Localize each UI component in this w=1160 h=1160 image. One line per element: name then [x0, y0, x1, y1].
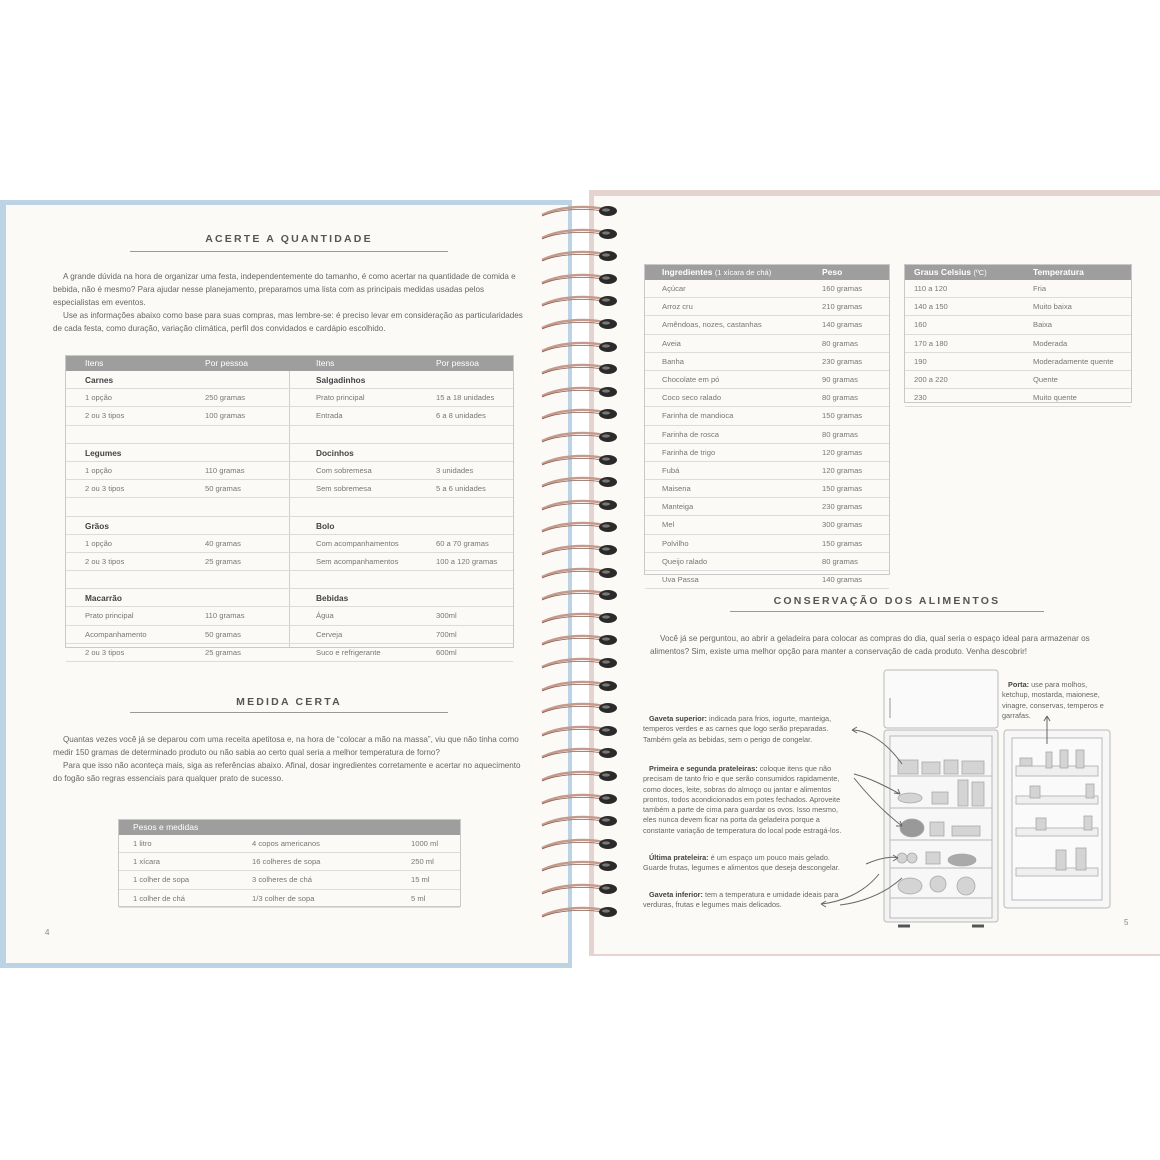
- table-row: [66, 535, 513, 553]
- table-row: [645, 316, 889, 334]
- table-row: [905, 280, 1131, 298]
- table-cell: 16 colheres de sopa: [252, 857, 321, 867]
- spiral-ring: [538, 567, 628, 581]
- col-header: Itens: [85, 358, 104, 368]
- conservation-text: [650, 632, 1128, 658]
- table-cell: 80 gramas: [822, 429, 858, 439]
- page-number-right: 5: [1124, 918, 1129, 927]
- table-row: [645, 535, 889, 553]
- temperature-table: [904, 264, 1132, 403]
- spiral-ring: [538, 634, 628, 648]
- table-row: [645, 480, 889, 498]
- table-row: [645, 298, 889, 316]
- measure-paragraph-1: Quantas vezes você já se deparou com uma receita apetitosa e, na hora de “colocar a mão na massa”, viu que não tinha como medir 150 gramas de determinado produto ou não sabia ao certo qual seria a melhor temperatura de forno?: [53, 735, 519, 757]
- intro-text: [53, 270, 529, 335]
- table-cell: 150 gramas: [822, 411, 863, 421]
- table-cell: 2 ou 3 tipos: [85, 411, 125, 421]
- table-row: [645, 371, 889, 389]
- table-cell: Uva Passa: [662, 575, 699, 584]
- table-cell: Muito baixa: [1033, 302, 1072, 312]
- table-cell: 3 unidades: [436, 465, 474, 475]
- heading-acerte-quantidade: ACERTE A QUANTIDADE: [130, 233, 448, 245]
- table-cell: 80 gramas: [822, 338, 858, 348]
- ingredients-header-note: (1 xícara de chá): [714, 268, 772, 277]
- weights-table-header: [119, 820, 460, 835]
- label-bottom-drawer: Gaveta inferior: tem a temperatura e umidade ideais para verduras, frutas e legumes mais delicados.: [643, 890, 839, 910]
- label-door: Porta: use para molhos, ketchup, mostarda, maionese, vinagre, conservas, temperos e garrafas.: [1002, 680, 1104, 720]
- table-cell: 1000 ml: [411, 839, 439, 848]
- table-cell: 2 ou 3 tipos: [85, 647, 125, 657]
- spiral-ring: [538, 205, 628, 219]
- table-cell: Muito quente: [1033, 393, 1077, 403]
- intro-paragraph-1: A grande dúvida na hora de organizar uma festa, independentemente do tamanho, é como acertar na quantidade de comida e bebida, não é mesmo? Para ajudar nesse planejamento, preparamos uma lista com as principais medidas usadas pelos especialistas em eventos.: [53, 272, 516, 307]
- table-cell: 230 gramas: [822, 502, 863, 512]
- table-cell: Suco e refrigerante: [316, 647, 381, 657]
- table-cell: Carnes: [85, 375, 114, 385]
- table-row: [645, 444, 889, 462]
- table-row: [645, 280, 889, 298]
- table-row: [905, 335, 1131, 353]
- table-cell: Com sobremesa: [316, 465, 372, 475]
- label-last-shelf: Última prateleira: é um espaço um pouco mais gelado. Guarde frutas, legumes e alimentos que deseja descongelar.: [643, 853, 840, 873]
- col-header: Por pessoa: [205, 358, 248, 368]
- table-cell: 300 gramas: [822, 520, 863, 530]
- table-cell: Banha: [662, 356, 684, 366]
- table-row: [66, 626, 513, 644]
- table-cell: Aveia: [662, 338, 681, 348]
- table-cell: 1 litro: [133, 839, 152, 848]
- table-cell: Macarrão: [85, 593, 122, 604]
- table-cell: Manteiga: [662, 502, 694, 512]
- table-cell: 15 a 18 unidades: [436, 393, 495, 403]
- table-cell: Queijo ralado: [662, 556, 708, 566]
- table-cell: Maisena: [662, 484, 691, 494]
- table-cell: 140 a 150: [914, 302, 948, 312]
- intro-paragraph-2: Use as informações abaixo como base para suas compras, mas lembre-se: é preciso levar em consideração as particularidades de cada festa, como duração, variação climática, perfil dos convidados e cardápio escolhido.: [53, 311, 523, 333]
- table-cell: 2 ou 3 tipos: [85, 556, 125, 566]
- table-row: [66, 607, 513, 625]
- table-cell: 120 gramas: [822, 465, 863, 475]
- table-row: [119, 835, 460, 853]
- conservation-paragraph: Você já se perguntou, ao abrir a geladeira para colocar as compras do dia, qual seria o espaço ideal para armazenar os alimentos? Sim, existe uma melhor opção para manter a conservação de cada produto. Venha descobrir!: [650, 634, 1090, 656]
- table-cell: 110 a 120: [914, 284, 948, 293]
- spiral-ring: [538, 702, 628, 716]
- table-cell: Quente: [1033, 374, 1058, 384]
- page-number-left: 4: [45, 928, 50, 937]
- table-row: [66, 462, 513, 480]
- spiral-ring: [538, 612, 628, 626]
- table-row: [645, 426, 889, 444]
- spiral-ring: [538, 431, 628, 445]
- spiral-ring: [538, 589, 628, 603]
- table-cell: Coco seco ralado: [662, 393, 722, 403]
- table-cell: Arroz cru: [662, 302, 693, 312]
- table-cell: 4 copos americanos: [252, 839, 320, 848]
- spiral-ring: [538, 499, 628, 513]
- table-row: [645, 462, 889, 480]
- table-cell: 1 opção: [85, 465, 113, 475]
- table-cell: Grãos: [85, 520, 109, 531]
- table-row: [66, 444, 513, 462]
- table-cell: Açúcar: [662, 284, 686, 293]
- table-cell: Sem sobremesa: [316, 484, 372, 494]
- table-cell: Prato principal: [316, 393, 365, 403]
- table-cell: 1 opção: [85, 538, 113, 548]
- table-cell: 80 gramas: [822, 393, 858, 403]
- table-cell: 150 gramas: [822, 538, 863, 548]
- table-cell: 140 gramas: [822, 320, 863, 330]
- table-cell: 90 gramas: [822, 374, 858, 384]
- table-cell: 1 xícara: [133, 857, 161, 867]
- spiral-ring: [538, 883, 628, 897]
- table-cell: 230 gramas: [822, 356, 863, 366]
- measure-text: [53, 733, 529, 785]
- spiral-ring: [538, 228, 628, 242]
- spiral-ring: [538, 725, 628, 739]
- table-cell: 210 gramas: [822, 302, 863, 312]
- spiral-ring: [538, 476, 628, 490]
- table-row: [905, 389, 1131, 407]
- table-cell: Moderadamente quente: [1033, 356, 1114, 366]
- table-row: [905, 298, 1131, 316]
- spiral-ring: [538, 860, 628, 874]
- table-cell: Mel: [662, 520, 675, 530]
- table-row: [66, 553, 513, 571]
- table-cell: 80 gramas: [822, 556, 858, 566]
- spiral-ring: [538, 318, 628, 332]
- table-cell: Amêndoas, nozes, castanhas: [662, 320, 762, 330]
- table-cell: 190: [914, 356, 927, 366]
- ingredients-table-header: [645, 265, 889, 280]
- spiral-ring: [538, 521, 628, 535]
- table-cell: 6 a 8 unidades: [436, 411, 486, 421]
- table-cell: 15 ml: [411, 875, 430, 885]
- spiral-ring: [538, 747, 628, 761]
- table-cell: 50 gramas: [205, 484, 241, 494]
- spiral-ring: [538, 815, 628, 829]
- table-cell: Bebidas: [316, 593, 349, 604]
- spiral-ring: [538, 906, 628, 920]
- table-row: [119, 890, 460, 908]
- table-cell: 150 gramas: [822, 484, 863, 494]
- table-row: [645, 353, 889, 371]
- spiral-ring: [538, 544, 628, 558]
- col-header: Por pessoa: [436, 358, 479, 368]
- table-cell: 100 gramas: [205, 411, 246, 421]
- table-row: [119, 853, 460, 871]
- table-cell: 250 ml: [411, 857, 434, 867]
- spiral-ring: [538, 770, 628, 784]
- weights-table: [118, 819, 461, 907]
- table-row: [66, 589, 513, 607]
- table-cell: 1 opção: [85, 393, 113, 403]
- ingredients-table: [644, 264, 890, 584]
- weight-header: Peso: [822, 267, 843, 277]
- table-row: [119, 871, 460, 889]
- table-cell: 160 gramas: [822, 284, 863, 293]
- table-cell: 600ml: [436, 647, 457, 657]
- spiral-ring: [538, 657, 628, 671]
- table-row: [66, 498, 513, 516]
- table-cell: Moderada: [1033, 338, 1068, 348]
- table-cell: 5 a 6 unidades: [436, 484, 486, 494]
- quantity-table-header: [66, 356, 513, 371]
- table-cell: 700ml: [436, 629, 457, 639]
- table-cell: 1/3 colher de sopa: [252, 893, 315, 903]
- col-header: Itens: [316, 358, 335, 368]
- table-cell: 50 gramas: [205, 629, 241, 639]
- table-cell: 1 colher de chá: [133, 893, 185, 903]
- table-row: [645, 516, 889, 534]
- spiral-ring: [538, 363, 628, 377]
- table-row: [905, 353, 1131, 371]
- table-row: [645, 498, 889, 516]
- table-row: [66, 644, 513, 662]
- table-cell: Farinha de mandioca: [662, 411, 734, 421]
- table-cell: 3 colheres de chá: [252, 875, 312, 885]
- table-cell: Entrada: [316, 411, 343, 421]
- table-row: [645, 553, 889, 571]
- table-cell: Cerveja: [316, 629, 343, 639]
- spiral-ring: [538, 273, 628, 287]
- heading-conservacao: CONSERVAÇÃO DOS ALIMENTOS: [730, 595, 1044, 607]
- temperature-header: Temperatura: [1033, 267, 1084, 277]
- quantity-table: [65, 355, 514, 657]
- spiral-ring: [538, 386, 628, 400]
- table-row: [645, 389, 889, 407]
- table-cell: Bolo: [316, 520, 335, 531]
- table-row: [66, 389, 513, 407]
- table-cell: Baixa: [1033, 320, 1052, 330]
- table-row: [66, 371, 513, 389]
- table-cell: Farinha de rosca: [662, 429, 719, 439]
- table-cell: 40 gramas: [205, 538, 241, 548]
- measure-paragraph-2: Para que isso não aconteça mais, siga as referências abaixo. Afinal, dosar ingredientes corretamente e acertar no aquecimento do fogão são regras essenciais para qualquer prato de sucesso.: [53, 761, 521, 783]
- ingredients-header: Ingredientes (1 xícara de chá): [662, 267, 772, 277]
- table-row: [645, 571, 889, 589]
- table-row: [66, 407, 513, 425]
- spiral-ring: [538, 680, 628, 694]
- spiral-ring: [538, 295, 628, 309]
- table-row: [66, 426, 513, 444]
- table-cell: 160: [914, 320, 927, 330]
- table-cell: 25 gramas: [205, 647, 241, 657]
- table-cell: Legumes: [85, 447, 122, 458]
- table-cell: 120 gramas: [822, 447, 863, 457]
- spiral-ring: [538, 454, 628, 468]
- spiral-ring: [538, 341, 628, 355]
- celsius-header-note: (ºC): [973, 268, 987, 277]
- table-row: [645, 407, 889, 425]
- table-cell: Fria: [1033, 284, 1047, 293]
- bottom-drawer-arrow: [815, 870, 885, 910]
- table-cell: Acompanhamento: [85, 629, 147, 639]
- table-cell: 5 ml: [411, 893, 426, 903]
- table-cell: 60 a 70 gramas: [436, 538, 489, 548]
- spiral-ring: [538, 793, 628, 807]
- table-cell: 1 colher de sopa: [133, 875, 190, 885]
- spiral-ring: [538, 250, 628, 264]
- table-cell: Farinha de trigo: [662, 447, 716, 457]
- table-cell: Docinhos: [316, 447, 354, 458]
- table-row: [66, 480, 513, 498]
- spiral-ring: [538, 838, 628, 852]
- table-cell: 200 a 220: [914, 374, 948, 384]
- table-row: [645, 335, 889, 353]
- table-cell: 25 gramas: [205, 556, 241, 566]
- table-cell: 100 a 120 gramas: [436, 556, 498, 566]
- table-cell: 2 ou 3 tipos: [85, 484, 125, 494]
- table-row: [905, 371, 1131, 389]
- table-cell: 300ml: [436, 611, 457, 621]
- table-cell: Prato principal: [85, 611, 134, 621]
- weights-header-label: Pesos e medidas: [133, 822, 199, 832]
- celsius-header: Graus Celsius (ºC): [914, 267, 987, 277]
- table-cell: 250 gramas: [205, 393, 246, 403]
- table-cell: 110 gramas: [205, 611, 245, 621]
- table-cell: Com acompanhamentos: [316, 538, 399, 548]
- table-row: [66, 571, 513, 589]
- table-cell: 140 gramas: [822, 575, 863, 584]
- label-top-drawer: Gaveta superior: indicada para frios, iogurte, manteiga, temperos verdes e as carnes que logo serão preparadas. Também gela as bebidas, sem o perigo de congelar.: [643, 714, 832, 744]
- table-row: [905, 316, 1131, 334]
- table-cell: 170 a 180: [914, 338, 948, 348]
- table-cell: Fubá: [662, 465, 680, 475]
- table-row: [66, 517, 513, 535]
- table-cell: Sem acompanhamentos: [316, 556, 399, 566]
- table-cell: Salgadinhos: [316, 375, 366, 385]
- table-cell: 230: [914, 393, 927, 403]
- table-cell: 110 gramas: [205, 465, 245, 475]
- heading-medida-certa: MEDIDA CERTA: [130, 696, 448, 708]
- table-cell: Água: [316, 611, 334, 621]
- label-shelves: Primeira e segunda prateleiras: coloque itens que não precisam de tanto frio e que serão consumidos rapidamente, como doces, leite, sobras do almoço ou jantar e alimentos prontos, todos acondicionados em potes fechados. Aproveite também a parte de cima para guardar os ovos. Isso mesmo, eles nunca devem ficar na porta da geladeira porque a constante variação de temperatura do local pode estragá-los.: [643, 764, 842, 835]
- temperature-table-header: [905, 265, 1131, 280]
- spiral-ring: [538, 408, 628, 422]
- table-cell: Chocolate em pó: [662, 374, 720, 384]
- table-cell: Polvilho: [662, 538, 689, 548]
